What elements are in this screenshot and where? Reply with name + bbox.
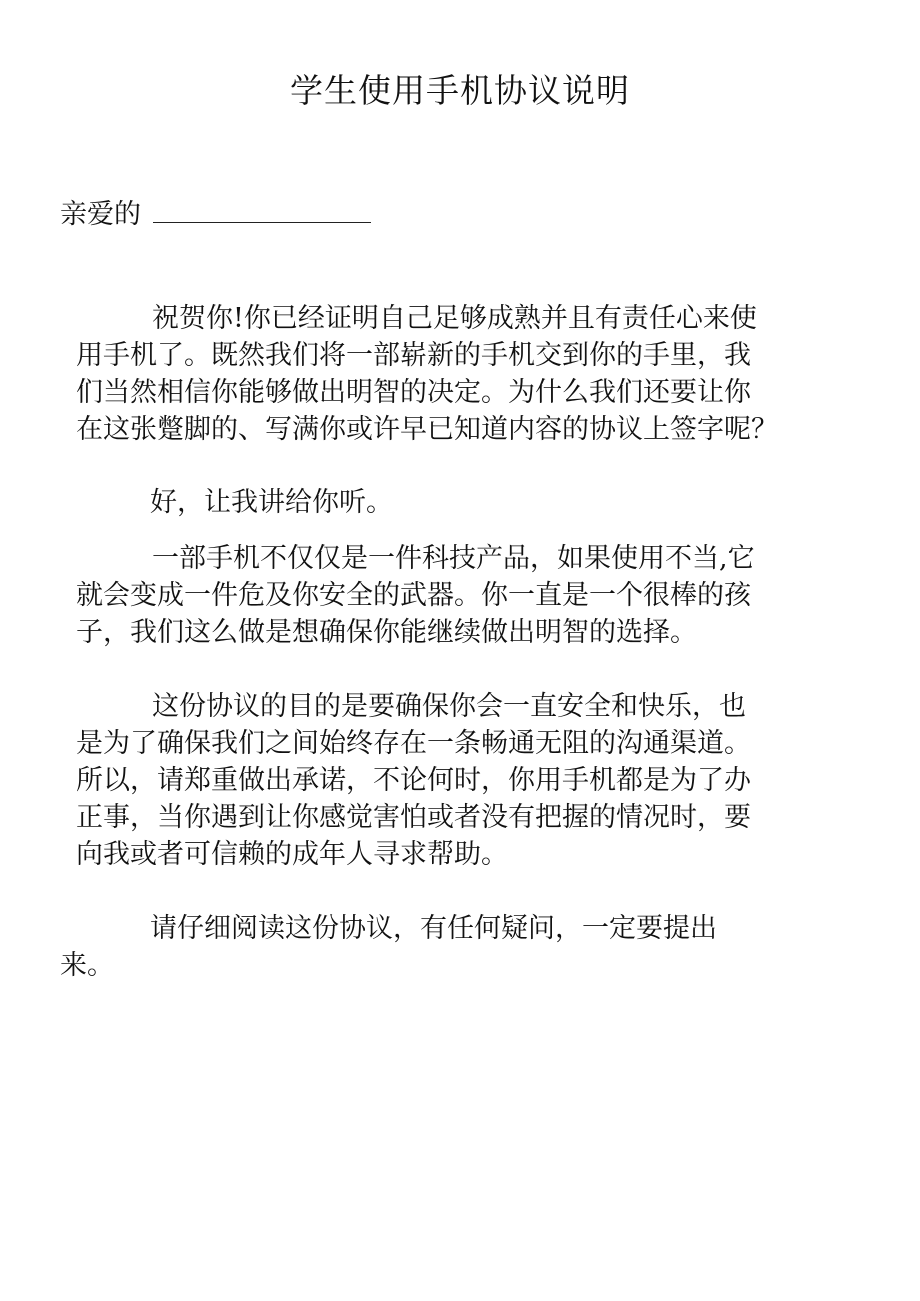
- paragraph-congratulations: [76, 300, 778, 448]
- paragraph-explain: [150, 484, 393, 521]
- paragraph-agreement-purpose: [76, 688, 751, 873]
- paragraph-line: 们当然相信你能够做出明智的决定。为什么我们还要让你: [76, 377, 751, 408]
- paragraph-line: 用手机了。既然我们将一部崭新的手机交到你的手里，我: [76, 340, 751, 371]
- paragraph-line: 所以，请郑重做出承诺，不论何时，你用手机都是为了办: [76, 765, 751, 796]
- paragraph-line: 请仔细阅读这份协议，有任何疑问，一定要提出: [150, 913, 717, 944]
- paragraph-line: 向我或者可信赖的成年人寻求帮助。: [76, 839, 508, 870]
- paragraph-phone-danger: [76, 540, 755, 651]
- paragraph-line: 在这张蹩脚的、写满你或许早已知道内容的协议上签字呢？: [76, 414, 778, 445]
- name-blank-line: [153, 190, 371, 223]
- paragraph-line: 祝贺你!你已经证明自己足够成熟并且有责任心来使: [152, 303, 757, 334]
- document-title: 学生使用手机协议说明: [290, 71, 630, 110]
- paragraph-line: 好，让我讲给你听。: [150, 487, 393, 518]
- paragraph-line: 子，我们这么做是想确保你能继续做出明智的选择。: [76, 617, 697, 648]
- salutation: [60, 190, 371, 235]
- paragraph-line: 一部手机不仅仅是一件科技产品，如果使用不当,它: [152, 543, 755, 574]
- paragraph-line: 正事，当你遇到让你感觉害怕或者没有把握的情况时，要: [76, 802, 751, 833]
- paragraph-line: 就会变成一件危及你安全的武器。你一直是一个很棒的孩: [76, 580, 751, 611]
- paragraph-line: 来。: [60, 950, 114, 981]
- paragraph-read-carefully: [60, 910, 717, 984]
- paragraph-line: 是为了确保我们之间始终存在一条畅通无阻的沟通渠道。: [76, 728, 751, 759]
- paragraph-line: 这份协议的目的是要确保你会一直安全和快乐，也: [152, 691, 746, 722]
- salutation-text: 亲爱的: [60, 199, 141, 230]
